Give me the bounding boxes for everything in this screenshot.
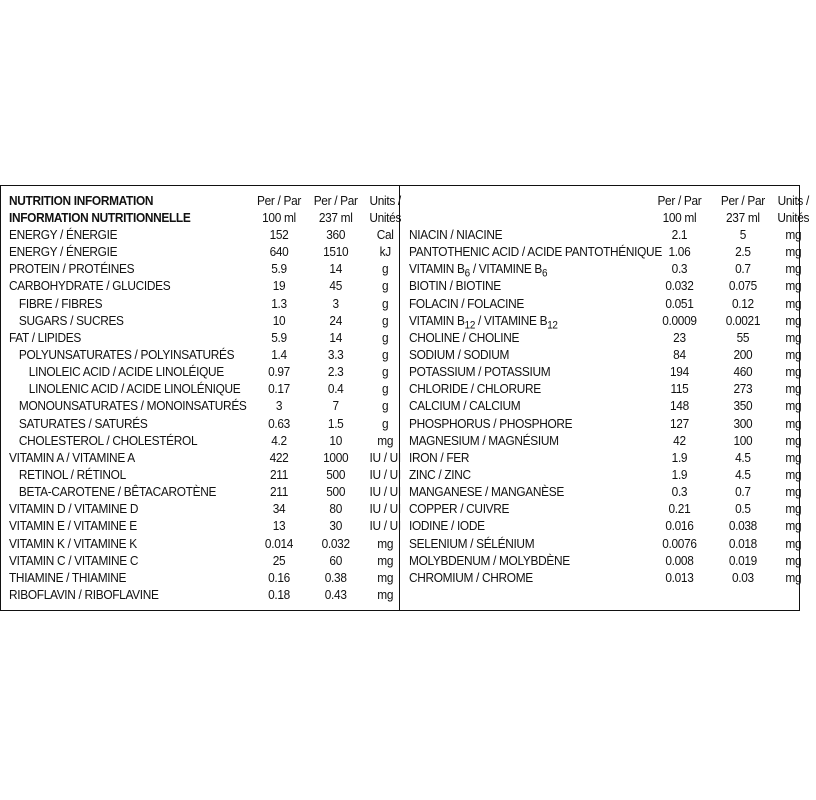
nutrient-name: FOLACIN / FOLACINE: [409, 295, 525, 311]
value-100ml: 0.17: [268, 381, 290, 397]
nutrient-name: SUGARS / SUCRES: [18, 312, 124, 328]
value-237ml: 3.3: [327, 346, 344, 362]
value-100ml: 19: [272, 278, 286, 294]
table-row: [409, 278, 802, 295]
value-237ml: 0.075: [728, 278, 757, 294]
table-row: [409, 552, 802, 570]
value-237ml: 30: [329, 518, 342, 534]
value-237ml: 0.7: [735, 484, 751, 500]
value-100ml: 23: [673, 329, 686, 345]
nutrient-name: LINOLENIC ACID / ACIDE LINOLÉNIQUE: [28, 381, 241, 397]
unit: mg: [785, 312, 802, 328]
unit: mg: [785, 244, 802, 260]
header-100ml: 100 ml: [262, 210, 296, 225]
header-units: Units /: [777, 193, 810, 208]
value-100ml: 211: [270, 484, 288, 500]
nutrient-name: CARBOHYDRATE / GLUCIDES: [9, 278, 171, 294]
value-100ml: 1.06: [668, 244, 691, 260]
table-row: [9, 244, 396, 261]
value-100ml: 115: [670, 381, 689, 397]
unit: g: [382, 278, 389, 294]
value-100ml: 1.9: [671, 466, 688, 482]
value-237ml: 350: [733, 398, 753, 414]
value-237ml: 5: [739, 227, 747, 242]
unit: IU / UI: [369, 484, 401, 500]
value-237ml: 0.038: [728, 518, 757, 534]
unit: mg: [785, 466, 802, 482]
header-per-237ml: Per / Par: [720, 193, 765, 208]
nutrient-name: CHOLINE / CHOLINE: [409, 329, 520, 345]
unit: IU / UI: [369, 518, 401, 534]
b12-subscript-fr: 12: [547, 319, 558, 332]
table-row: [9, 553, 396, 570]
unit: mg: [785, 329, 802, 345]
value-100ml: 34: [272, 501, 286, 517]
value-237ml: 0.7: [735, 261, 751, 277]
value-100ml: 3: [275, 398, 283, 414]
table-row: [9, 278, 396, 295]
table-row: [409, 346, 802, 364]
header-237ml: 237 ml: [318, 210, 353, 225]
unit: g: [382, 295, 389, 311]
unit: g: [382, 381, 389, 397]
table-row: [409, 535, 802, 553]
unit: g: [382, 329, 389, 345]
value-237ml: 2.5: [735, 244, 751, 260]
nutrient-name: SATURATES / SATURÉS: [18, 415, 148, 431]
value-237ml: 0.019: [728, 552, 757, 568]
table-row: [409, 261, 802, 280]
nutrient-name: IODINE / IODE: [409, 518, 485, 534]
table-row: [409, 449, 802, 467]
table-row: [409, 364, 802, 381]
value-100ml: 152: [269, 227, 289, 242]
table-row: [9, 261, 396, 278]
nutrient-name: FIBRE / FIBRES: [18, 295, 103, 311]
value-237ml: 4.5: [735, 449, 751, 465]
nutrient-name: BIOTIN / BIOTINE: [409, 278, 501, 294]
unit: IU / UI: [369, 466, 401, 482]
nutrient-name: IRON / FER: [409, 449, 470, 465]
unit: mg: [785, 398, 802, 414]
nutrient-name: MAGNESIUM / MAGNÉSIUM: [409, 432, 559, 448]
unit: mg: [785, 381, 802, 397]
unit: mg: [785, 501, 802, 517]
value-237ml: 0.018: [728, 535, 757, 551]
value-237ml: 0.4: [327, 381, 344, 397]
value-100ml: 84: [673, 346, 686, 362]
value-237ml: 0.03: [731, 569, 754, 585]
header-per-237ml: Per / Par: [313, 193, 358, 208]
nutrient-name: POTASSIUM / POTASSIUM: [409, 364, 551, 380]
unit: mg: [377, 535, 394, 551]
value-237ml: 60: [329, 552, 342, 568]
unit: mg: [785, 364, 802, 380]
value-237ml: 200: [733, 346, 753, 362]
header-unites: Unités: [369, 210, 402, 225]
value-100ml: 0.032: [665, 278, 694, 294]
value-237ml: 55: [736, 329, 750, 345]
header-per-100ml: Per / Par: [657, 193, 702, 208]
b12-label-fr: / VITAMINE B: [475, 312, 548, 328]
nutrient-name: THIAMINE / THIAMINE: [9, 569, 127, 585]
table-row: [409, 329, 802, 347]
unit: Cal: [376, 227, 394, 242]
value-100ml: 5.9: [271, 261, 287, 277]
value-100ml: 422: [269, 449, 289, 465]
unit: mg: [377, 586, 394, 602]
table-row: [9, 313, 396, 330]
table-row: [9, 501, 401, 518]
value-237ml: 2.3: [327, 364, 344, 380]
nutrient-name: MONOUNSATURATES / MONOINSATURÉS: [18, 398, 247, 414]
unit: mg: [785, 278, 802, 294]
value-237ml: 360: [326, 227, 346, 242]
table-row: [9, 466, 401, 484]
unit: g: [382, 261, 389, 277]
value-100ml: 148: [670, 398, 689, 414]
unit: IU / UI: [369, 449, 401, 465]
nutrient-name: POLYUNSATURATES / POLYINSATURÉS: [18, 346, 235, 362]
unit: mg: [785, 535, 802, 551]
nutrient-name: VITAMIN K / VITAMINE K: [9, 535, 137, 551]
value-237ml: 1.5: [327, 415, 344, 431]
value-100ml: 0.21: [668, 501, 691, 517]
unit: g: [382, 364, 389, 380]
nutrient-name: PANTOTHENIC ACID / ACIDE PANTOTHÉNIQUE: [409, 244, 662, 260]
value-237ml: 14: [329, 261, 342, 277]
table-row: [409, 415, 802, 433]
table-row: [409, 398, 802, 415]
unit: mg: [785, 346, 802, 362]
left-column: [9, 193, 402, 604]
table-row: [9, 433, 396, 450]
table-row: [9, 449, 401, 467]
value-100ml: 0.3: [671, 484, 688, 500]
value-237ml: 24: [329, 312, 342, 328]
unit: mg: [377, 552, 394, 568]
value-237ml: 1000: [323, 449, 349, 465]
table-row: [9, 347, 396, 364]
left-header: [9, 193, 402, 227]
table-row: [9, 570, 396, 587]
value-100ml: 1.3: [271, 295, 287, 311]
value-100ml: 0.18: [268, 586, 290, 602]
nutrient-name: VITAMIN C / VITAMINE C: [9, 552, 139, 568]
value-100ml: 10: [272, 312, 286, 328]
unit: mg: [785, 569, 802, 585]
b6-label-fr: / VITAMINE B: [469, 261, 543, 277]
table-row: [409, 227, 802, 244]
value-100ml: 0.013: [665, 569, 694, 585]
nutrient-name: VITAMIN A / VITAMINE A: [9, 449, 135, 465]
table-row: [409, 466, 802, 484]
unit: mg: [785, 518, 802, 534]
table-row: [9, 296, 396, 313]
value-100ml: 42: [673, 432, 686, 448]
header-unites: Unités: [777, 210, 810, 225]
value-100ml: 0.63: [268, 415, 290, 431]
value-100ml: 0.014: [264, 535, 294, 551]
nutrient-name: CHLORIDE / CHLORURE: [409, 381, 541, 397]
table-row: [9, 227, 396, 244]
nutrient-name: ZINC / ZINC: [409, 466, 471, 482]
value-237ml: 100: [733, 432, 753, 448]
nutrient-name: RIBOFLAVIN / RIBOFLAVINE: [9, 586, 159, 602]
unit: kJ: [379, 244, 391, 260]
unit: g: [382, 312, 389, 328]
nutrient-name: CHROMIUM / CHROME: [409, 569, 533, 585]
value-100ml: 2.1: [671, 227, 688, 242]
unit: mg: [377, 569, 394, 585]
value-237ml: 80: [329, 501, 342, 517]
nutrient-name: ENERGY / ÉNERGIE: [9, 227, 118, 242]
unit: g: [382, 398, 389, 414]
nutrient-name: PHOSPHORUS / PHOSPHORE: [409, 415, 573, 431]
table-row: [409, 312, 802, 332]
value-237ml: 0.12: [731, 295, 754, 311]
value-237ml: 1510: [323, 244, 349, 260]
title-english: NUTRITION INFORMATION: [9, 193, 154, 208]
unit: IU / UI: [369, 501, 401, 517]
table-row: [9, 381, 396, 398]
value-100ml: 0.051: [665, 295, 694, 311]
table-row: [9, 330, 396, 347]
nutrient-name: RETINOL / RÉTINOL: [18, 466, 126, 482]
unit: mg: [785, 295, 802, 311]
value-100ml: 640: [269, 244, 289, 260]
table-row: [409, 432, 802, 450]
unit: mg: [785, 227, 802, 242]
value-237ml: 4.5: [735, 466, 751, 482]
value-237ml: 0.38: [324, 569, 347, 585]
unit: mg: [785, 261, 802, 277]
table-row: [9, 416, 396, 433]
table-row: [9, 536, 396, 553]
value-100ml: 1.9: [671, 449, 688, 465]
value-100ml: 0.16: [268, 569, 290, 585]
table-row: [9, 398, 396, 415]
header-100ml: 100 ml: [662, 210, 697, 225]
value-100ml: 5.9: [271, 329, 287, 345]
b6-subscript-en: 6: [464, 267, 470, 280]
value-237ml: 460: [733, 364, 753, 380]
value-100ml: 194: [670, 364, 689, 380]
b6-subscript-fr: 6: [542, 267, 548, 280]
value-100ml: 4.2: [271, 432, 287, 448]
nutrient-name: ENERGY / ÉNERGIE: [9, 244, 118, 260]
table-row: [409, 501, 802, 518]
b12-label-en: VITAMIN B: [409, 312, 465, 328]
value-100ml: 0.008: [665, 552, 694, 568]
title-french: INFORMATION NUTRITIONNELLE: [9, 210, 191, 225]
table-row: [9, 587, 396, 604]
value-237ml: 10: [329, 432, 342, 448]
table-row: [409, 518, 802, 535]
value-100ml: 0.016: [665, 518, 694, 534]
b12-subscript-en: 12: [464, 319, 476, 332]
table-row: [409, 484, 802, 501]
right-header: [409, 193, 810, 227]
table-row: [409, 244, 802, 261]
nutrient-name: BETA-CAROTENE / BÊTACAROTÈNE: [18, 484, 217, 500]
nutrient-name: VITAMIN D / VITAMINE D: [9, 501, 139, 517]
right-column: [409, 193, 810, 587]
nutrient-name: VITAMIN E / VITAMINE E: [9, 518, 137, 534]
value-237ml: 500: [326, 484, 346, 500]
value-100ml: 127: [670, 415, 689, 431]
nutrient-name: NIACIN / NIACINE: [409, 227, 503, 242]
value-100ml: 25: [272, 552, 286, 568]
header-units: Units /: [369, 193, 401, 208]
nutrient-name: CALCIUM / CALCIUM: [409, 398, 521, 414]
unit: mg: [785, 552, 802, 568]
table-row: [9, 518, 401, 535]
nutrient-name: SODIUM / SODIUM: [409, 346, 510, 362]
nutrient-name: MANGANESE / MANGANÈSE: [409, 484, 564, 500]
value-100ml: 13: [272, 518, 286, 534]
table-row: [409, 381, 802, 398]
value-237ml: 0.43: [324, 586, 347, 602]
nutrient-name: SELENIUM / SÉLÉNIUM: [409, 535, 535, 551]
unit: g: [382, 346, 389, 362]
value-237ml: 273: [733, 381, 753, 397]
nutrient-name: CHOLESTEROL / CHOLESTÉROL: [18, 432, 198, 448]
table-row: [9, 484, 401, 501]
table-row: [9, 364, 396, 381]
value-237ml: 0.032: [321, 535, 350, 551]
value-100ml: 0.0009: [662, 312, 697, 328]
table-row: [409, 569, 802, 587]
nutrient-name: LINOLEIC ACID / ACIDE LINOLÉIQUE: [28, 364, 224, 380]
nutrient-name: PROTEIN / PROTÉINES: [9, 261, 135, 277]
unit: mg: [377, 432, 394, 448]
value-237ml: 3: [332, 295, 339, 311]
value-100ml: 1.4: [271, 346, 287, 362]
value-237ml: 500: [326, 466, 346, 482]
header-237ml: 237 ml: [726, 210, 760, 225]
value-100ml: 0.97: [268, 364, 290, 380]
table-row: [409, 295, 802, 313]
unit: mg: [785, 415, 802, 431]
unit: mg: [785, 484, 802, 500]
nutrient-name: MOLYBDENUM / MOLYBDÈNE: [409, 552, 570, 568]
value-237ml: 300: [733, 415, 753, 431]
nutrient-name: COPPER / CUIVRE: [409, 501, 510, 517]
value-100ml: 0.0076: [662, 535, 697, 551]
value-100ml: 0.3: [671, 261, 688, 277]
nutrient-name: FAT / LIPIDES: [9, 329, 81, 345]
value-237ml: 7: [332, 398, 339, 414]
value-237ml: 45: [329, 278, 342, 294]
value-237ml: 0.5: [735, 501, 751, 517]
value-237ml: 14: [329, 329, 342, 345]
unit: g: [382, 415, 389, 431]
unit: mg: [785, 432, 802, 448]
value-237ml: 0.0021: [725, 312, 761, 328]
unit: mg: [785, 449, 802, 465]
header-per-100ml: Per / Par: [256, 193, 301, 208]
b6-label-en: VITAMIN B: [409, 261, 465, 277]
value-100ml: 211: [270, 466, 288, 482]
